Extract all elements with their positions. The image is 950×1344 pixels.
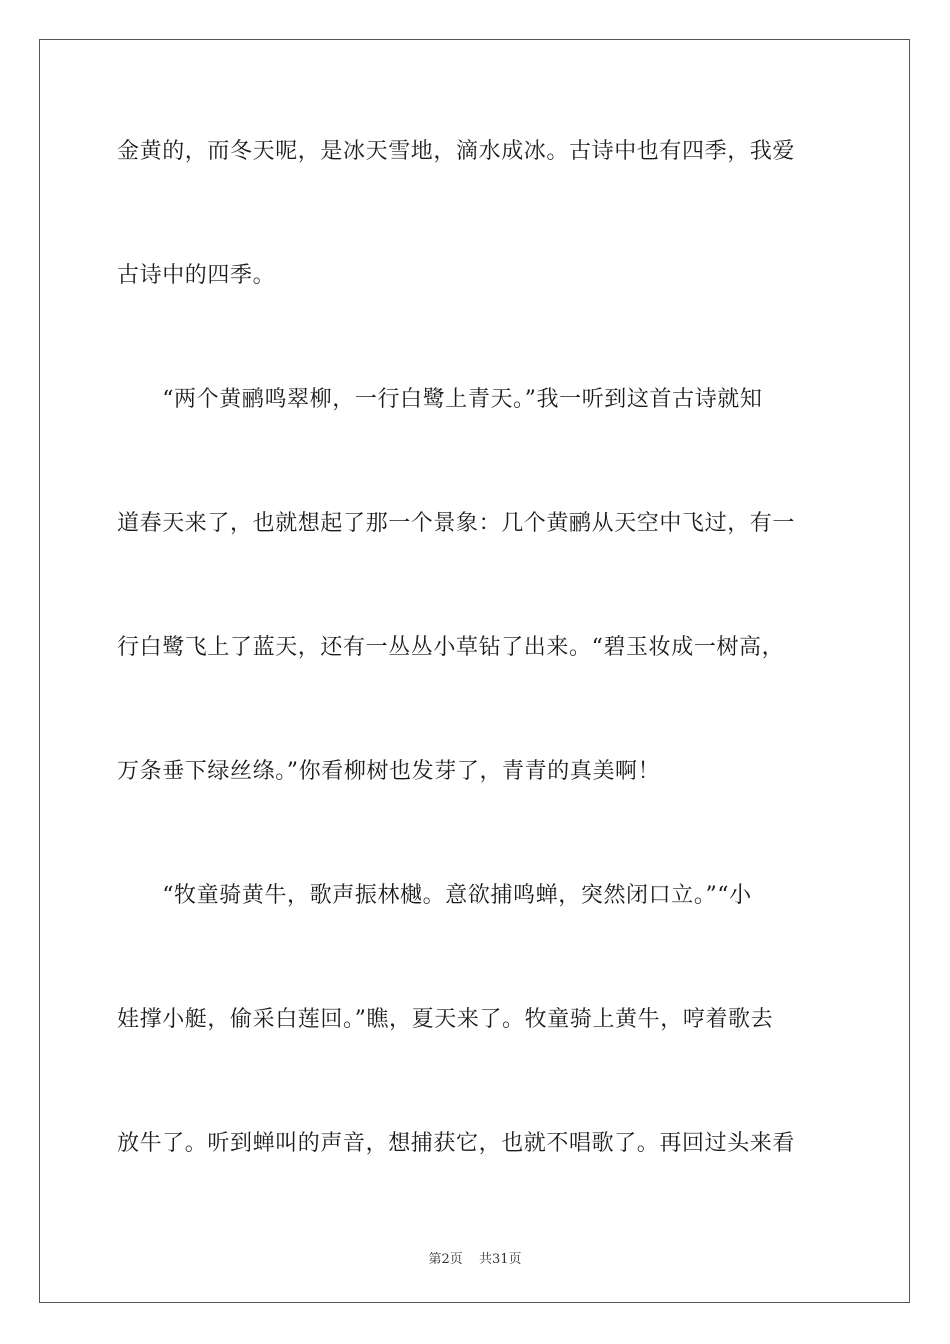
page-footer	[0, 1248, 950, 1267]
text-line: 古诗中的四季。	[117, 263, 276, 288]
text-line: 道春天来了，也就想起了那一个景象：几个黄鹂从天空中飞过，有一	[117, 511, 796, 536]
text-line: 放牛了。听到蝉叫的声音，想捕获它，也就不唱歌了。再回过头来看	[117, 1131, 796, 1156]
page-number: 第2页	[428, 1252, 463, 1267]
text-line: 金黄的，而冬天呢，是冰天雪地，滴水成冰。古诗中也有四季，我爱	[117, 139, 796, 164]
text-line: 行白鹭飞上了蓝天，还有一丛丛小草钻了出来。“碧玉妆成一树高，	[117, 635, 785, 660]
page-total: 共31页	[478, 1252, 522, 1267]
text-line: 万条垂下绿丝绦。”你看柳树也发芽了，青青的真美啊！	[117, 759, 661, 784]
text-line: 娃撑小艇，偷采白莲回。”瞧，夏天来了。牧童骑上黄牛，哼着歌去	[117, 1007, 774, 1032]
text-line: “两个黄鹂鸣翠柳，一行白鹭上青天。”我一听到这首古诗就知	[117, 387, 763, 412]
page-border	[39, 39, 910, 1303]
text-line: “牧童骑黄牛，歌声振林樾。意欲捕鸣蝉，突然闭口立。”“小	[117, 883, 752, 908]
